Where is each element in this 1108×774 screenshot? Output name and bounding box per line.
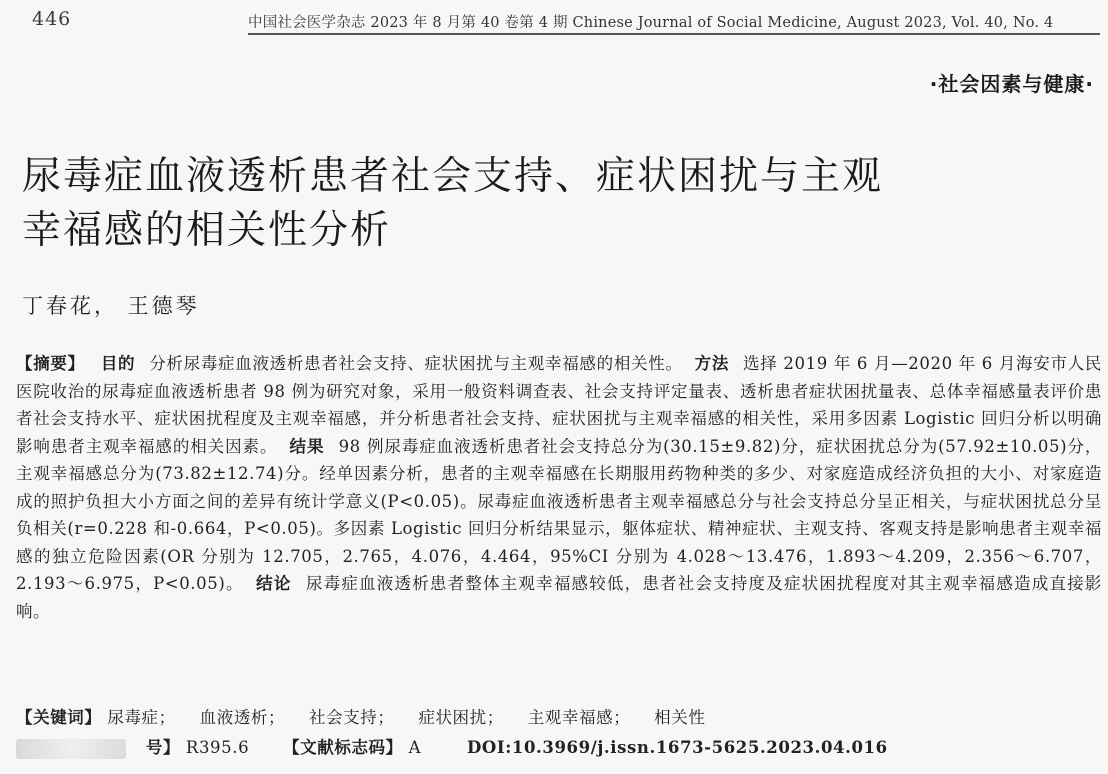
clc-label: 号】 [145, 738, 181, 757]
classification-line [16, 734, 888, 759]
keyword-item: 症状困扰； [418, 708, 504, 727]
keyword-item: 血液透析； [199, 708, 286, 727]
title-line-1: 尿毒症血液透析患者社会支持、症状困扰与主观 [22, 154, 884, 199]
objective-label: 目的 [100, 354, 136, 373]
conclusion-label: 结论 [256, 574, 292, 593]
results-label: 结果 [289, 436, 325, 456]
keywords-label: 【关键词】 [16, 708, 102, 727]
doc-code-label: 【文献标志码】 [283, 738, 403, 757]
watermark-blur [16, 739, 126, 759]
results-text: 98 例尿毒症血液透析患者社会支持总分为(30.15±9.82)分，症状困扰总分为(57.92±10.05)分，主观幸福感总分为(73.82±12.74)分。经单因素分析，患者的主观幸福感在长期服用药物种类的多少、对家庭造成经济负担的大小、对家庭造成的照护负担大小方面之间的差异有统计学意义(P<0.05)。尿毒症血液透析患者主观幸福感总分与社会支持总分呈正相关，与症状困扰总分呈负相关(r=0.228 和-0.664，P<0.05)。多因素 Logistic 回归分析结果显示，躯体症状、精神症状、主观支持、客观支持是影响患者主观幸福感的独立危险因素(OR 分别为 12.705，2.765，4.076，4.464，95%CI 分别为 4.028～13.476，1.893～4.209，2.356～6.707，2.193～6.975，P<0.05)。 [16, 436, 1102, 593]
header-rule [248, 33, 1100, 35]
clc-number: R395.6 [185, 738, 250, 757]
doi: DOI:10.3969/j.issn.1673-5625.2023.04.016 [467, 738, 888, 757]
abstract [16, 350, 1102, 625]
abstract-label: 【摘要】 [16, 354, 85, 373]
keyword-item: 社会支持； [308, 708, 395, 727]
keyword-item: 相关性 [654, 708, 706, 727]
doc-code: A [408, 738, 422, 757]
column-heading: ·社会因素与健康· [929, 72, 1094, 96]
keyword-item: 主观幸福感； [527, 708, 631, 727]
objective-text: 分析尿毒症血液透析患者社会支持、症状困扰与主观幸福感的相关性。 [149, 354, 683, 373]
article-title [22, 150, 1022, 258]
keywords [16, 704, 723, 728]
title-line-2: 幸福感的相关性分析 [22, 208, 392, 253]
methods-label: 方法 [694, 354, 730, 373]
authors: 丁春花， 王德琴 [22, 294, 200, 318]
methods-text: 选择 2019 年 6 月—2020 年 6 月海安市人民医院收治的尿毒症血液透析患者 98 例为研究对象，采用一般资料调查表、社会支持评定量表、透析患者症状困扰量表、总体幸福感量表评价患者社会支持水平、症状困扰程度及主观幸福感，并分析患者社会支持、症状困扰与主观幸福感的相关性，采用多因素 Logistic 回归分析以明确影响患者主观幸福感的相关因素。 [16, 354, 1102, 456]
page-number: 446 [32, 8, 72, 30]
keyword-item: 尿毒症； [107, 708, 176, 727]
conclusion-text: 尿毒症血液透析患者整体主观幸福感较低，患者社会支持度及症状困扰程度对其主观幸福感造成直接影响。 [16, 574, 1102, 621]
running-head: 中国社会医学杂志 2023 年 8 月第 40 卷第 4 期 Chinese Journal of Social Medicine, August 2023, Vol. 40, No. 4 [248, 15, 1054, 31]
